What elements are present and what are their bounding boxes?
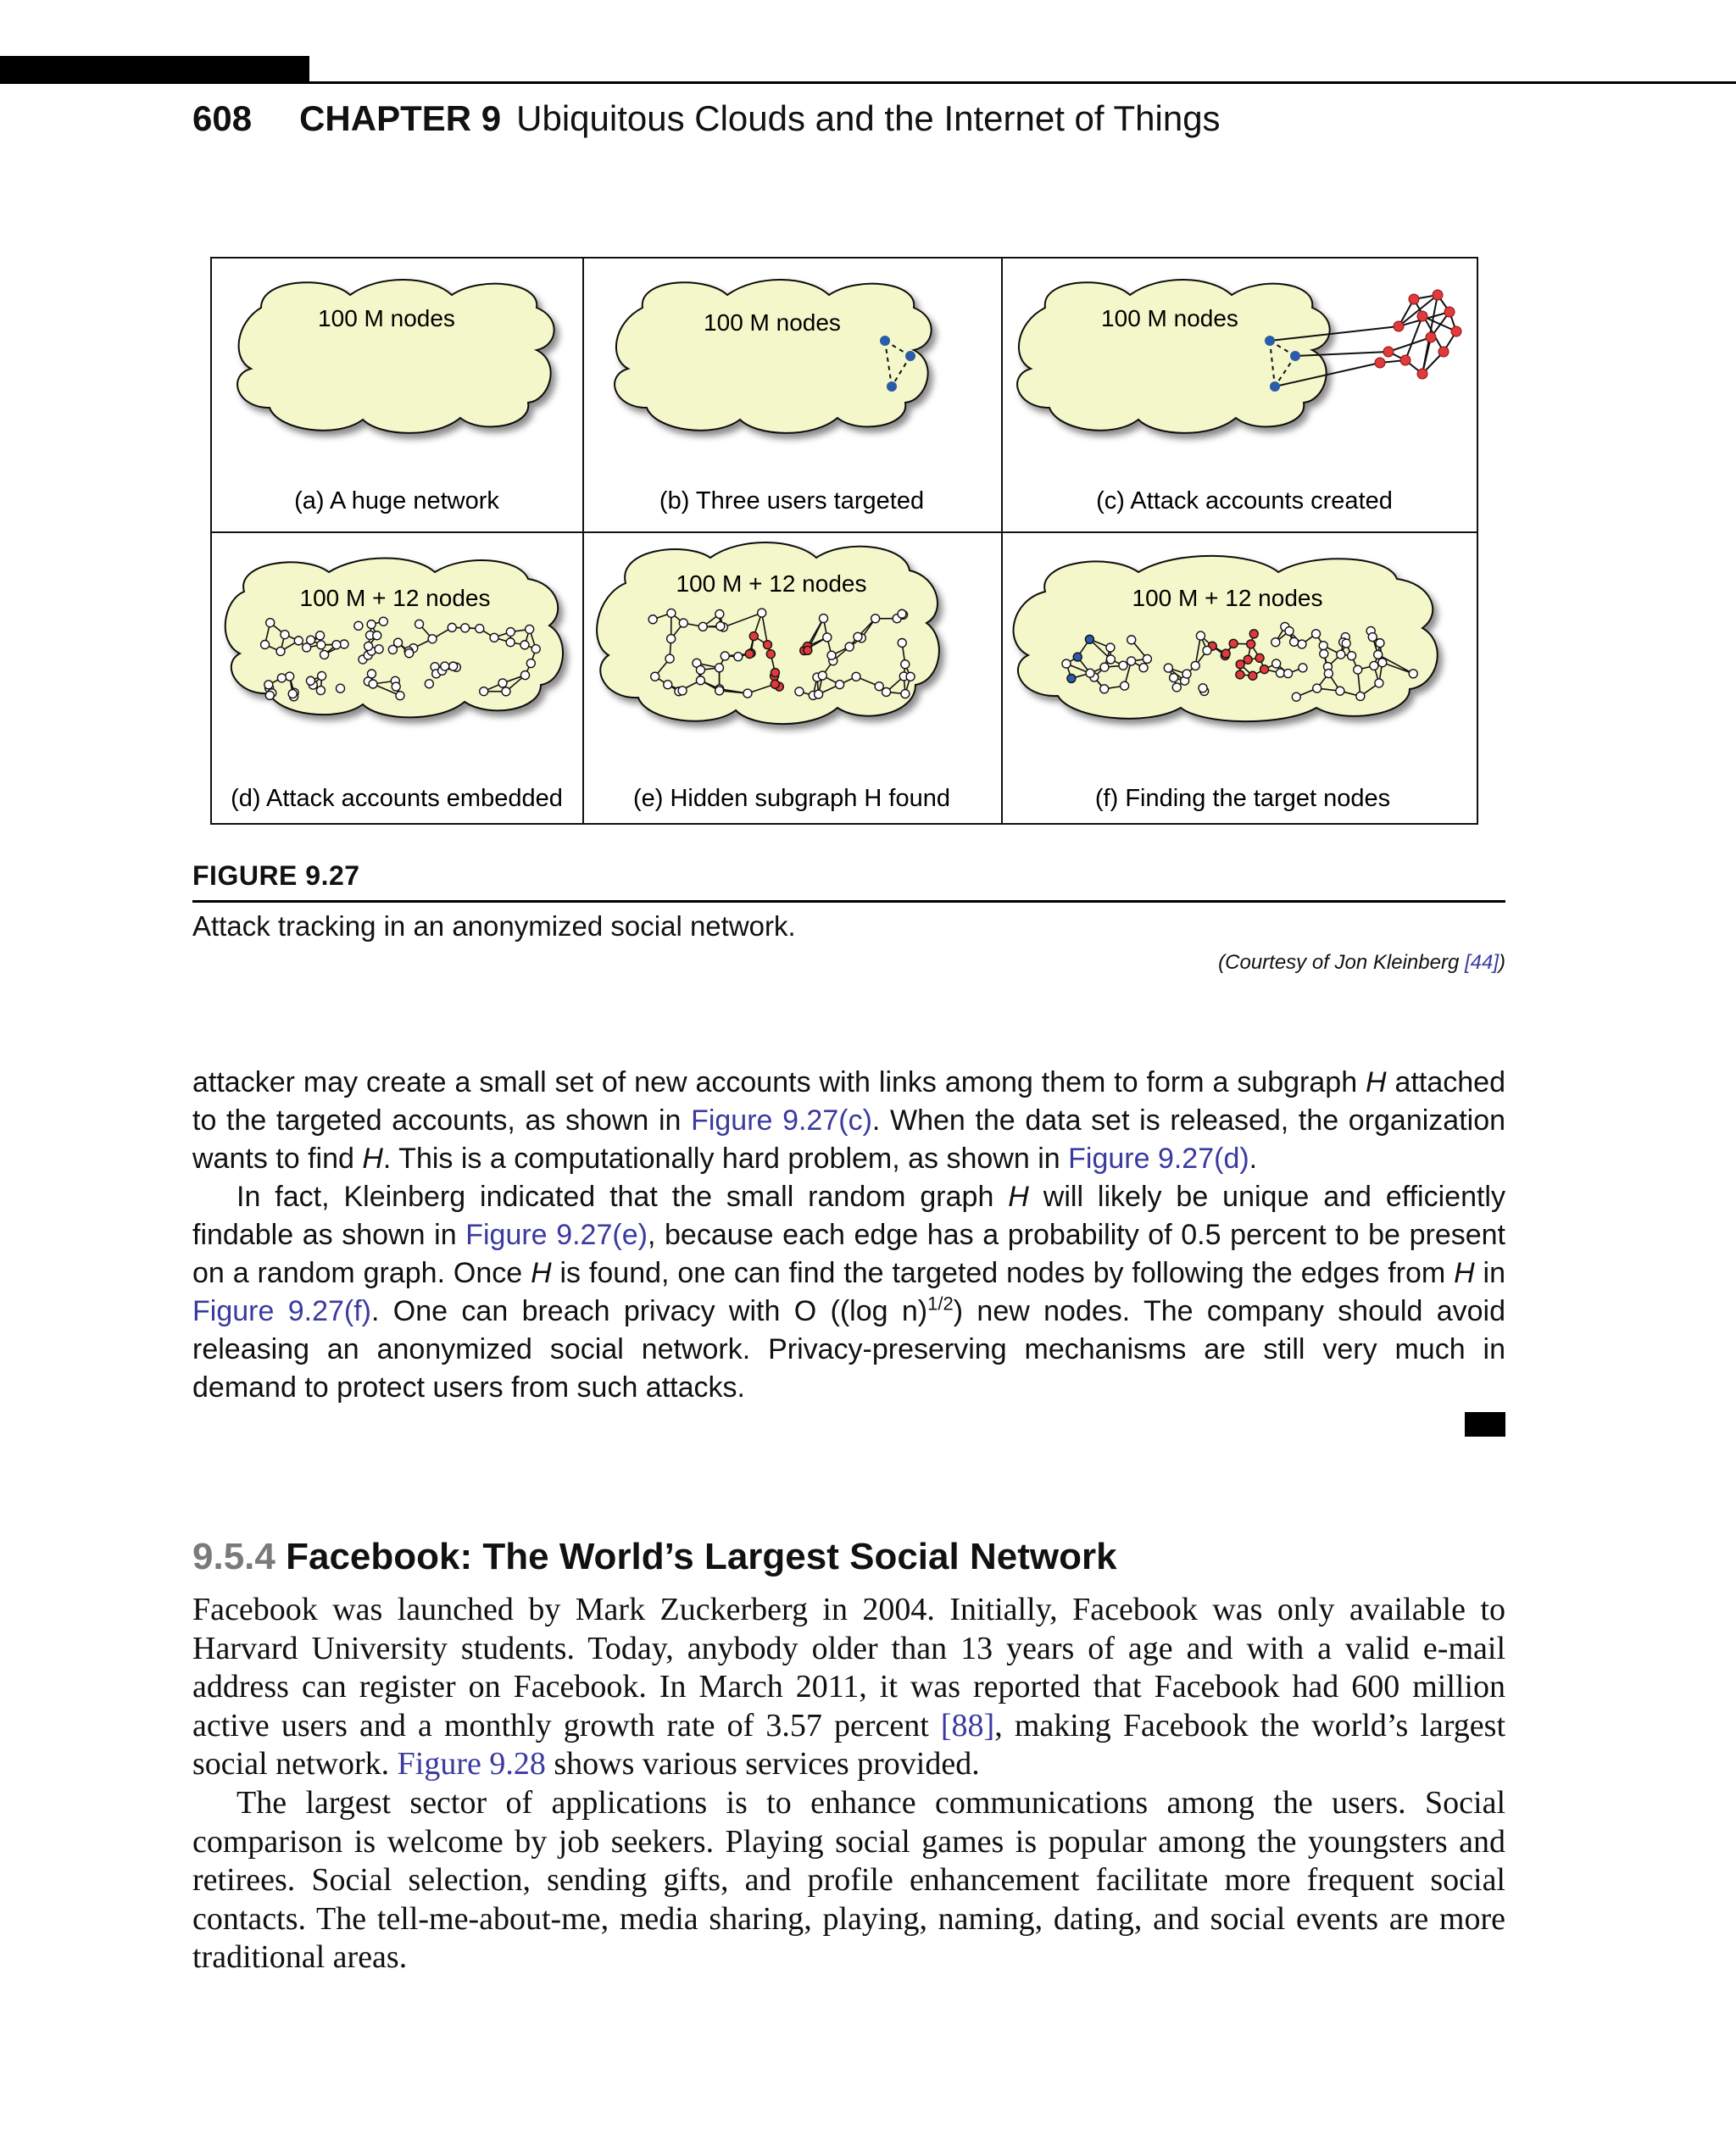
network-node xyxy=(1143,654,1151,663)
network-node xyxy=(901,690,910,698)
attack-node xyxy=(1249,671,1257,680)
network-node xyxy=(480,687,488,696)
network-node xyxy=(1298,640,1306,648)
network-node xyxy=(317,641,326,649)
figure-caption-rule xyxy=(192,900,1505,903)
network-node xyxy=(1199,684,1207,692)
network-node xyxy=(1356,692,1365,700)
network-node xyxy=(502,687,510,696)
figure-label: FIGURE 9.27 xyxy=(192,860,360,891)
figure-link-9-27e[interactable]: Figure 9.27(e) xyxy=(465,1219,648,1251)
network-node xyxy=(373,631,381,640)
network-node xyxy=(1086,669,1094,677)
network-node xyxy=(266,619,275,627)
network-node xyxy=(428,635,437,643)
end-of-example-mark xyxy=(1465,1412,1505,1437)
network-node xyxy=(1375,679,1383,687)
network-node xyxy=(1164,664,1172,672)
network-node xyxy=(1100,685,1109,693)
attack-node xyxy=(1260,665,1269,674)
network-node xyxy=(1170,674,1178,682)
network-node xyxy=(715,664,724,672)
network-node xyxy=(392,682,400,691)
node-count-label: 100 M + 12 nodes xyxy=(676,570,867,597)
network-node xyxy=(364,642,373,650)
network-node xyxy=(1370,661,1378,670)
network-node xyxy=(1319,642,1327,650)
network-node xyxy=(1312,630,1321,638)
panel-caption: (e) Hidden subgraph H found xyxy=(632,785,951,812)
network-node xyxy=(425,680,433,688)
network-node xyxy=(698,622,707,631)
network-node xyxy=(651,672,659,681)
attack-node xyxy=(1221,649,1230,658)
network-node xyxy=(1127,657,1136,665)
network-node xyxy=(901,660,910,669)
section-heading xyxy=(192,1536,1117,1578)
network-node xyxy=(506,628,515,637)
attack-node xyxy=(1244,655,1252,664)
network-node xyxy=(369,680,377,688)
network-node xyxy=(664,681,672,689)
network-node xyxy=(815,690,823,698)
attack-node xyxy=(804,646,812,654)
network-node xyxy=(1299,664,1307,672)
network-node xyxy=(264,681,273,689)
network-node xyxy=(1121,681,1129,690)
credit-reference-link[interactable]: [44] xyxy=(1464,951,1499,974)
network-node xyxy=(367,620,376,629)
network-node xyxy=(1354,665,1362,674)
network-node xyxy=(1106,655,1115,664)
attack-node xyxy=(771,680,779,688)
network-node xyxy=(679,619,687,627)
network-node xyxy=(1378,659,1387,667)
figure-link-9-27f[interactable]: Figure 9.27(f) xyxy=(192,1295,371,1327)
network-node xyxy=(648,615,657,624)
network-node xyxy=(288,690,297,698)
network-node xyxy=(1374,650,1383,659)
network-node xyxy=(906,672,915,681)
network-node xyxy=(337,684,345,692)
attack-node xyxy=(1247,640,1255,648)
network-node xyxy=(898,639,906,648)
network-node xyxy=(667,609,676,617)
network-node xyxy=(415,620,424,628)
network-node xyxy=(716,622,725,631)
network-node xyxy=(882,687,891,696)
node-count-label: 100 M + 12 nodes xyxy=(1132,585,1323,611)
network-node xyxy=(1271,638,1280,647)
network-node xyxy=(1376,639,1384,648)
network-node xyxy=(1182,670,1191,678)
network-node xyxy=(277,674,286,682)
target-node xyxy=(1067,674,1076,682)
header-black-bar xyxy=(0,56,309,84)
network-node xyxy=(396,692,404,700)
header-rule xyxy=(309,81,1736,84)
figure-credit xyxy=(1218,951,1505,975)
node-count-label: 100 M nodes xyxy=(318,305,455,331)
section-title: Facebook: The World’s Largest Social Network xyxy=(286,1536,1117,1577)
network-node xyxy=(743,689,752,698)
network-node xyxy=(307,636,315,644)
network-node xyxy=(520,671,529,680)
network-node xyxy=(1196,631,1205,640)
network-node xyxy=(526,659,535,668)
network-node xyxy=(1290,637,1299,646)
network-node xyxy=(276,647,285,655)
network-node xyxy=(388,645,397,653)
figure-caption: Attack tracking in an anonymized social network. xyxy=(192,910,796,942)
network-node xyxy=(1337,650,1345,659)
network-node xyxy=(405,649,414,658)
network-node xyxy=(696,676,704,685)
network-node xyxy=(1127,636,1136,644)
attack-node xyxy=(1236,660,1244,669)
network-node xyxy=(316,631,325,640)
network-node xyxy=(1284,670,1293,678)
running-head xyxy=(192,95,1221,142)
network-node xyxy=(506,638,515,647)
page-number: 608 xyxy=(192,98,253,138)
network-node xyxy=(854,632,862,641)
network-node xyxy=(665,654,674,663)
network-node xyxy=(476,625,484,633)
network-node xyxy=(758,609,766,617)
network-node xyxy=(1172,683,1181,692)
network-node xyxy=(827,651,836,659)
network-node xyxy=(696,665,704,674)
panel-caption: (f) Finding the target nodes xyxy=(1094,785,1391,812)
network-node xyxy=(375,645,383,653)
section-number: 9.5.4 xyxy=(192,1536,275,1577)
cloud-c xyxy=(1017,280,1330,433)
network-node xyxy=(1368,633,1377,642)
target-node xyxy=(1085,635,1093,643)
network-node xyxy=(898,609,906,618)
network-node xyxy=(354,621,363,630)
network-node xyxy=(1062,659,1071,668)
attack-node xyxy=(1236,670,1244,679)
network-node xyxy=(1348,652,1356,660)
network-node xyxy=(490,633,498,642)
paragraph-2: In fact, Kleinberg indicated that the small random graph H will likely be unique and efficiently findable as shown in Figure 9.27(e), because each edge has a probability of 0.5 percent to be present on a random graph. Once H is found, one can find the targeted nodes by following the edges from H in Figure 9.27(f). One can breach privacy with O ((log n)$^{1/2}$) new nodes. The company should avoid releasing an anonymized social network. Privacy-preserving mechanisms are still very much in demand to protect users from such attacks. xyxy=(192,1181,1506,1404)
network-node xyxy=(721,652,729,660)
network-node xyxy=(441,662,449,670)
panel-caption: (c) Attack accounts created xyxy=(1096,487,1393,514)
network-node xyxy=(448,623,456,631)
panel-caption: (b) Three users targeted xyxy=(659,487,925,514)
network-node xyxy=(320,650,329,659)
network-node xyxy=(1313,684,1321,692)
credit-text: (Courtesy of Jon Kleinberg xyxy=(1218,951,1465,974)
panel-caption: (a) A huge network xyxy=(294,487,499,514)
network-node xyxy=(449,662,458,670)
network-node xyxy=(294,637,303,645)
node-count-label: 100 M + 12 nodes xyxy=(299,585,491,611)
network-node xyxy=(1336,687,1344,695)
network-node xyxy=(734,653,743,661)
network-node xyxy=(845,642,854,651)
attack-node xyxy=(763,641,771,649)
panel-caption: (d) Attack accounts embedded xyxy=(231,785,563,812)
network-node xyxy=(795,687,804,696)
network-node xyxy=(1320,649,1328,658)
figure-link-9-27c[interactable]: Figure 9.27(c) xyxy=(691,1104,872,1137)
network-node xyxy=(678,687,687,695)
network-node xyxy=(498,679,507,687)
network-node xyxy=(461,624,470,632)
network-node xyxy=(526,625,534,633)
network-node xyxy=(1191,661,1199,670)
network-node xyxy=(306,676,314,685)
chapter-title: Ubiquitous Clouds and the Internet of Things xyxy=(516,98,1221,138)
attack-node xyxy=(766,650,775,659)
network-node xyxy=(367,670,376,678)
network-node xyxy=(836,681,844,689)
chapter-label: CHAPTER 9 xyxy=(299,98,502,138)
figure-9-27 xyxy=(210,257,1478,825)
network-node xyxy=(1292,692,1300,701)
network-node xyxy=(520,641,529,649)
attack-node xyxy=(1249,630,1258,638)
credit-close: ) xyxy=(1499,951,1505,974)
network-node xyxy=(1285,627,1294,636)
target-node xyxy=(1073,653,1082,661)
network-node xyxy=(871,614,880,623)
network-node xyxy=(1139,664,1148,672)
figure-link-9-27d[interactable]: Figure 9.27(d) xyxy=(1068,1143,1249,1175)
cloud-b xyxy=(615,280,932,433)
network-node xyxy=(823,633,832,642)
network-node xyxy=(318,671,326,680)
network-node xyxy=(875,682,883,691)
network-node xyxy=(1106,643,1115,652)
network-node xyxy=(265,691,274,699)
figure-link-9-28[interactable]: Figure 9.28 xyxy=(397,1746,546,1782)
network-node xyxy=(1119,661,1127,670)
network-node xyxy=(818,671,826,680)
network-node xyxy=(715,609,724,618)
paragraph-1: attacker may create a small set of new accounts with links among them to form a subgraph H attached to the targeted accounts, as shown in Figure 9.27(c). When the data set is released, the organization wants to find H. This is a computationally hard problem, as shown in Figure 9.27(d). xyxy=(192,1066,1506,1175)
network-node xyxy=(715,687,724,695)
network-node xyxy=(1409,670,1417,678)
paragraph-3: Facebook was launched by Mark Zuckerberg in 2004. Initially, Facebook was only available to Harvard University students. Today, anybody older than 13 years of age and with a valid e-mail address can register on Facebook. In March 2011, it was reported that Facebook had 600 million active users and a monthly growth rate of 3.57 percent [88], making Facebook the world’s largest social network. Figure 9.28 shows various services provided. xyxy=(192,1592,1505,1782)
network-node xyxy=(1272,659,1281,668)
network-node xyxy=(316,687,325,695)
network-node xyxy=(1324,670,1333,678)
attack-node xyxy=(745,650,754,659)
network-node xyxy=(531,645,540,653)
attack-node xyxy=(1255,653,1264,662)
attack-node xyxy=(771,669,779,677)
paragraph-4: The largest sector of applications is to enhance communications among the users. Social comparison is welcome by job seekers. Playing social games is popular among the youngsters and retirees. Social selection, sending gifts, and profile enhancement facilitate more frequent social contacts. The tell-me-about-me, media sharing, playing, naming, dating, and social events are more traditional areas. xyxy=(192,1785,1505,1975)
network-node xyxy=(820,614,828,623)
network-node xyxy=(1100,663,1109,671)
network-node xyxy=(1342,639,1350,648)
cloud-a xyxy=(237,280,554,433)
network-node xyxy=(852,672,860,681)
reference-link-88[interactable]: [88] xyxy=(940,1707,995,1743)
network-node xyxy=(1203,646,1211,654)
attack-node xyxy=(1229,639,1238,648)
node-count-label: 100 M nodes xyxy=(704,309,841,336)
network-node xyxy=(281,631,289,639)
network-node xyxy=(667,635,676,643)
network-node xyxy=(286,672,294,681)
attack-node xyxy=(749,632,758,641)
network-node xyxy=(261,641,270,649)
node-count-label: 100 M nodes xyxy=(1101,305,1238,331)
network-node xyxy=(332,641,341,649)
network-node xyxy=(379,617,387,626)
